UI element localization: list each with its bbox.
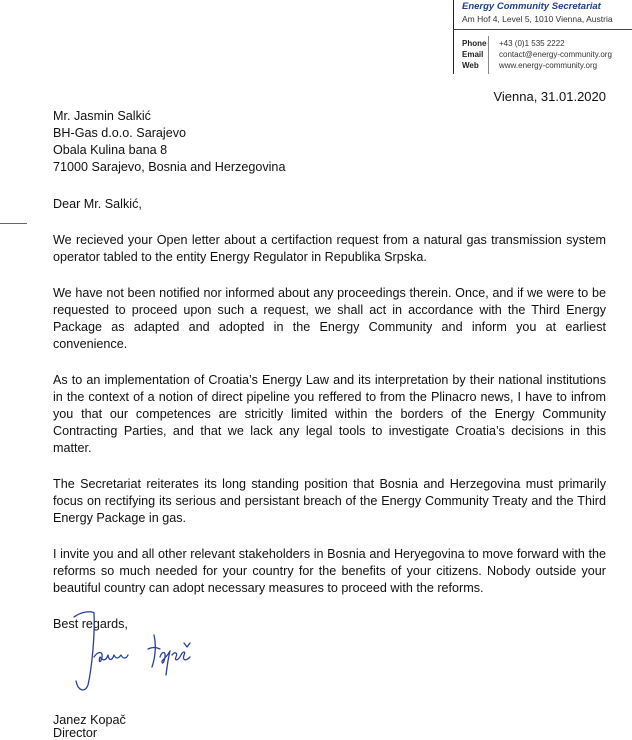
contact-email [462,49,612,60]
letterhead-horizontal-rule [453,29,632,30]
contact-label: Phone [462,39,487,48]
sender-title: Director [53,726,98,740]
letterhead-organization: Energy Community Secretariat [462,1,601,12]
letter-date: Vienna, 31.01.2020 [493,89,606,104]
fold-mark [0,223,27,224]
letterhead-address: Am Hof 4, Level 5, 1010 Vienna, Austria [462,14,613,24]
letterhead-contacts [462,38,612,71]
contact-web [462,60,612,71]
contact-phone [462,38,612,49]
letterhead [453,0,632,78]
contact-value: contact@energy-community.org [499,50,612,59]
handwritten-signature [70,605,200,695]
sender-name: Janez Kopač [53,713,126,727]
recipient-address [53,108,606,176]
recipient-line: 71000 Sarajevo, Bosnia and Herzegovina [53,160,286,174]
closing: Best regards, [53,617,128,631]
letterhead-vertical-rule [453,0,454,74]
sender-block [53,714,126,740]
recipient-line: BH-Gas d.o.o. Sarajevo [53,126,186,140]
letter-body [53,108,606,633]
paragraph: We recieved your Open letter about a certifaction request from a natural gas transmission system operator tabled to the entity Energy Regulator in Republika Srpska. [53,233,606,264]
salutation: Dear Mr. Salkić, [53,197,142,211]
paragraph: As to an implementation of Croatia’s Energy Law and its interpretation by their national institutions in the context of a notion of direct pipeline you reffered to from the Plinacro news, I have to infrom you that our competences are stricitly limited within the borders of the Energy Community Contracting Parties, and that we lack any legal tools to investigate Croatia’s decisions in this matter. [53,373,606,455]
paragraph: I invite you and all other relevant stakeholders in Bosnia and Heryegovina to move forward with the reforms so much needed for your country for the benefits of your citizens. Nobody outside your beautiful country can adopt necessary measures to proceed with the reforms. [53,547,606,595]
recipient-line: Mr. Jasmin Salkić [53,109,151,123]
contact-value: +43 (0)1 535 2222 [499,39,565,48]
contact-label: Email [462,50,484,59]
recipient-line: Obala Kulina bana 8 [53,143,168,157]
contact-label: Web [462,61,479,70]
paragraph: We have not been notified nor informed about any proceedings therein. Once, and if we were to be requested to proceed upon such a request, we shall act in accordance with the Third Energy Package as adapted and adopted in the Energy Community and inform you at earliest convenience. [53,286,606,351]
paragraph: The Secretariat reiterates its long standing position that Bosnia and Herzegovina must primarily focus on rectifying its serious and persistant breach of the Energy Community Treaty and the Third Energy Package in gas. [53,477,606,525]
contact-value: www.energy-community.org [499,61,598,70]
